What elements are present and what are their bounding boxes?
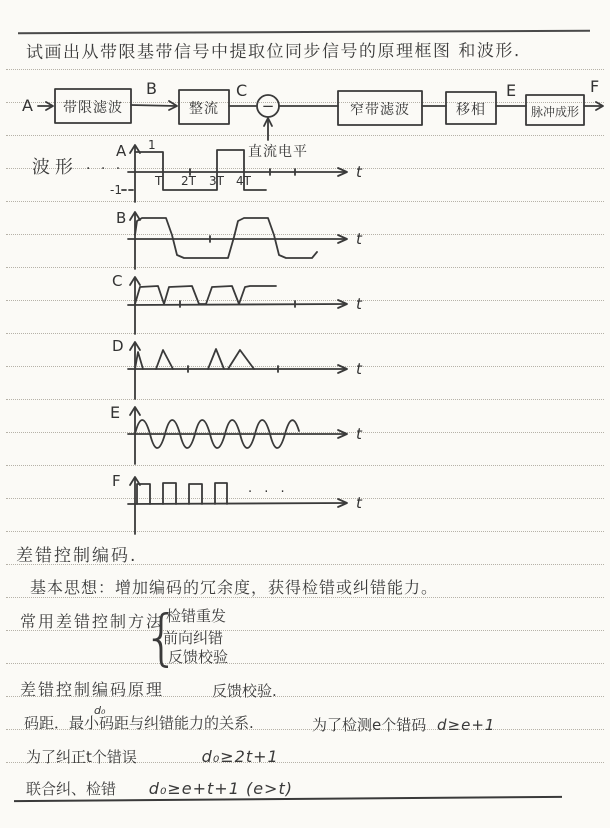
t-axis-label: t bbox=[356, 425, 362, 443]
block-pulse-shaping-label: 脉冲成形 bbox=[530, 105, 580, 119]
t-axis-label: t bbox=[356, 295, 362, 313]
dc-level-label: 直流电平 bbox=[248, 144, 308, 160]
d0-annotation: d₀ bbox=[94, 704, 106, 717]
waveform-section-dots: · · · bbox=[86, 161, 124, 177]
principle-heading: 差错控制编码原理 bbox=[20, 680, 165, 699]
waveform-f-label: F bbox=[112, 472, 121, 490]
triangle-pulse bbox=[156, 350, 173, 369]
waveform-d-label: D bbox=[112, 337, 124, 355]
ruled-line bbox=[6, 69, 604, 70]
waveform-e bbox=[80, 402, 390, 468]
waveform-a bbox=[80, 140, 390, 206]
triangle-pulse bbox=[135, 352, 143, 369]
diagram-output-label: F bbox=[590, 77, 600, 96]
narrow-pulse bbox=[163, 483, 176, 504]
rectified-wave-trace bbox=[135, 286, 276, 304]
diagram-label-e: E bbox=[506, 81, 517, 100]
top-border-line bbox=[18, 30, 590, 34]
correct-label: 为了纠正t个错误 bbox=[26, 748, 137, 766]
x-axis bbox=[128, 503, 346, 504]
arrow-line bbox=[131, 105, 176, 106]
detect-line bbox=[312, 716, 495, 734]
tick-T: T bbox=[155, 174, 163, 188]
t-axis-label: t bbox=[356, 230, 362, 248]
waveform-e-label: E bbox=[110, 403, 121, 422]
waveform-f-ellipsis: · · · bbox=[248, 485, 289, 500]
amplitude-one: 1 bbox=[148, 138, 156, 152]
section-heading-error-control-coding: 差错控制编码. bbox=[16, 546, 138, 566]
code-distance-line: 码距．最小码距与纠错能力的关系. bbox=[24, 714, 254, 732]
t-axis-label: t bbox=[356, 360, 362, 378]
waveform-c bbox=[80, 272, 390, 338]
waveform-f bbox=[80, 468, 390, 538]
methods-brace: { bbox=[143, 601, 180, 673]
trapezoid-wave-trace bbox=[135, 218, 317, 258]
diagram-input-label: A bbox=[22, 96, 33, 115]
joint-line bbox=[26, 779, 293, 798]
detect-formula: d≥e+1 bbox=[437, 716, 496, 734]
joint-formula: d₀≥e+t+1 (e>t) bbox=[148, 779, 293, 798]
block-narrowband-filter-label: 窄带滤波 bbox=[350, 102, 410, 118]
tick-3T: 3T bbox=[209, 174, 224, 188]
waveform-b bbox=[80, 207, 390, 273]
t-axis-label: t bbox=[356, 163, 362, 181]
subtractor-sign: − bbox=[261, 97, 275, 115]
triangle-pulse bbox=[208, 349, 224, 369]
waveform-c-label: C bbox=[112, 272, 123, 290]
ruled-line bbox=[6, 663, 604, 664]
page-title: 试画出从带限基带信号中提取位同步信号的原理框图 和波形. bbox=[25, 41, 521, 63]
method-item-1: 检错重发 bbox=[166, 607, 227, 625]
tick-2T: 2T bbox=[181, 174, 196, 188]
waveform-b-label: B bbox=[116, 209, 127, 227]
methods-label: 常用差错控制方法 bbox=[20, 612, 165, 631]
tick-4T: 4T bbox=[236, 174, 251, 188]
block-rectifier-label: 整流 bbox=[189, 101, 219, 117]
block-bandlimit-filter-label: 带限滤波 bbox=[63, 100, 123, 116]
correct-formula: d₀≥2t+1 bbox=[201, 747, 279, 766]
t-axis-label: t bbox=[356, 494, 362, 512]
x-axis bbox=[128, 304, 346, 305]
diagram-label-b: B bbox=[146, 79, 157, 98]
method-item-2: 前向纠错 bbox=[163, 629, 224, 647]
principle-side-note: 反馈校验. bbox=[212, 682, 277, 700]
narrow-pulse bbox=[215, 483, 227, 504]
narrow-pulse bbox=[137, 484, 150, 504]
block-phase-shift-label: 移相 bbox=[456, 102, 486, 118]
waveform-a-label: A bbox=[116, 142, 127, 160]
narrow-pulse bbox=[189, 484, 202, 504]
correct-line bbox=[26, 747, 279, 766]
detect-label: 为了检测e个错码 bbox=[312, 716, 427, 734]
joint-label: 联合纠、检错 bbox=[26, 780, 117, 798]
waveform-section-text: 波形 bbox=[32, 157, 78, 178]
basic-idea-line: 基本思想：增加编码的冗余度，获得检错或纠错能力。 bbox=[30, 578, 439, 597]
method-item-3: 反馈校验 bbox=[168, 648, 229, 666]
amplitude-minus-one: -1 bbox=[110, 183, 122, 197]
waveform-d bbox=[80, 337, 390, 403]
triangle-pulse bbox=[228, 350, 254, 369]
diagram-label-c: C bbox=[236, 81, 248, 100]
